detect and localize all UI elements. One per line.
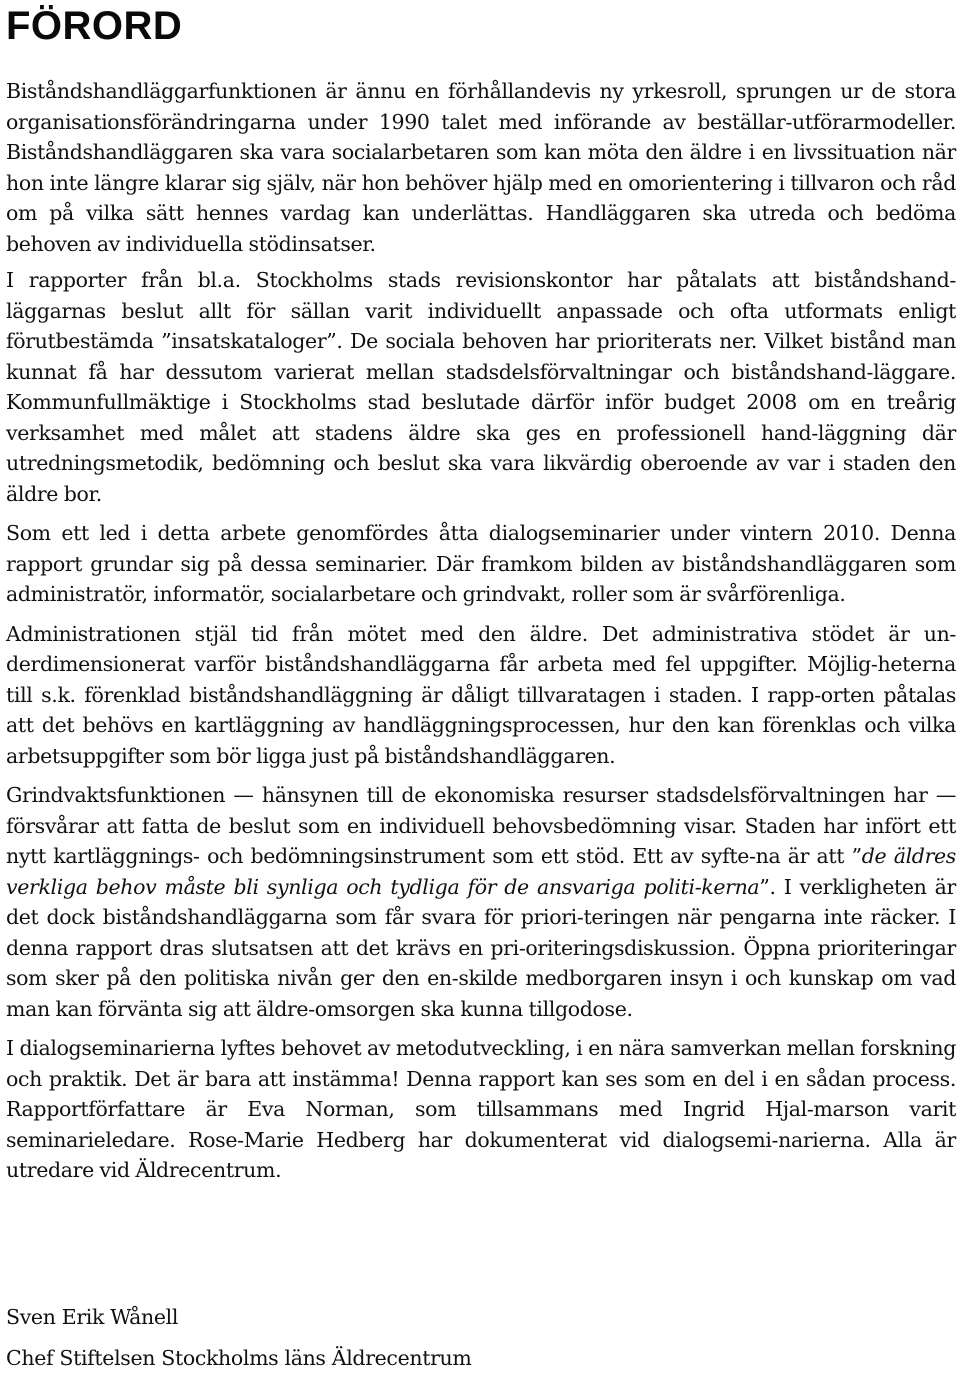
signature-name: Sven Erik Wånell [6,1305,179,1329]
gatekeeper-quote: de äldres verkliga behov måste bli synliga och tydliga för de ansvariga politi-kerna [6,844,956,899]
paragraph-intro: Biståndshandläggarfunktionen är ännu en förhållandevis ny yrkesroll, sprungen ur de stora organisationsförändringarna under 1990 talet med införande av beställar-utförarmodeller. Biståndshandläggaren ska vara socialarbetaren som kan möta den äldre i en livssituation när hon inte längre klarar sig själv, när hon behöver hjälp med en omorientering i tillvaron och råd om på vilka sätt hennes vardag kan underlättas. Handläggaren ska utreda och bedöma behoven av individuella stödinsatser. [6,79,956,256]
paragraph-administration: Administrationen stjäl tid från mötet med den äldre. Det administrativa stödet är un-derdimensionerat varför biståndshandläggarna får arbeta med fel uppgifter. Möjlig-heterna till s.k. förenklad biståndshandläggning är dåligt tillvaratagen i staden. I rapp-orten påtalas att det behövs en kartläggning av handläggningsprocessen, hur den kan förenklas och vilka arbetsuppgifter som bör ligga just på biståndshandläggaren. [6,621,956,768]
signature-block [6,1302,956,1373]
gatekeeper-text-start: Grindvaktsfunktionen — hänsynen till de ekonomiska resurser stadsdelsförvaltningen har — försvårar att fatta de beslut som en individuell behovsbedömning visar. Staden har infört ett nytt kartläggnings- och bedömningsinstrument som ett stöd. Ett av syfte-na är att ” [6,783,956,868]
paragraph-audit-reports: I rapporter från bl.a. Stockholms stads revisionskontor har påtalats att biståndshand-läggarnas beslut allt för sällan varit individuellt anpassade och ofta utformats enligt förutbestämda ”insatskataloger”. De sociala behoven har prioriterats ner. Vilket bistånd man kunnat få har dessutom varierat mellan stadsdelsförvaltningar och biståndshand-läggare. Kommunfullmäktige i Stockholms stad beslutade därför inför budget 2008 om en treårig verksamhet med målet att stadens äldre ska ges en professionell hand-läggning där utredningsmetodik, bedömning och beslut ska vara likvärdig oberoende av var i staden den äldre bor. [6,268,956,506]
paragraph-method-development: I dialogseminarierna lyftes behovet av metodutveckling, i en nära samverkan mellan forskning och praktik. Det är bara att instämma! Denna rapport kan ses som en del i en sådan process. Rapportförfattare är Eva Norman, som tillsammans med Ingrid Hjal-marson varit seminarieledare. Rose-Marie Hedberg har dokumenterat vid dialogsemi-narierna. Alla är utredare vid Äldrecentrum. [6,1036,956,1182]
document-page [6,0,956,1186]
page-title: FÖRORD [6,4,183,48]
paragraph-gatekeeper [6,780,956,1024]
gatekeeper-text-end: ”. I verkligheten är det dock biståndshandläggarna som får svara för priori-teringen när pengarna inte räcker. I denna rapport dras slutsatsen att det krävs en pri-oriteringsdiskussion. Öppna prioriteringar som sker på den politiska nivån ger den en-skilde medborgaren insyn i och kunskap om vad man kan förvänta sig att äldre-omsorgen ska kunna tillgodose. [6,874,956,1021]
signature-role: Chef Stiftelsen Stockholms läns Äldrecentrum [6,1346,472,1370]
paragraph-dialogue-seminars: Som ett led i detta arbete genomfördes åtta dialogseminarier under vintern 2010. Denna rapport grundar sig på dessa seminarier. Där framkom bilden av biståndshandläggaren som administratör, informatör, socialarbetare och grindvakt, roller som är svårförenliga. [6,521,956,606]
